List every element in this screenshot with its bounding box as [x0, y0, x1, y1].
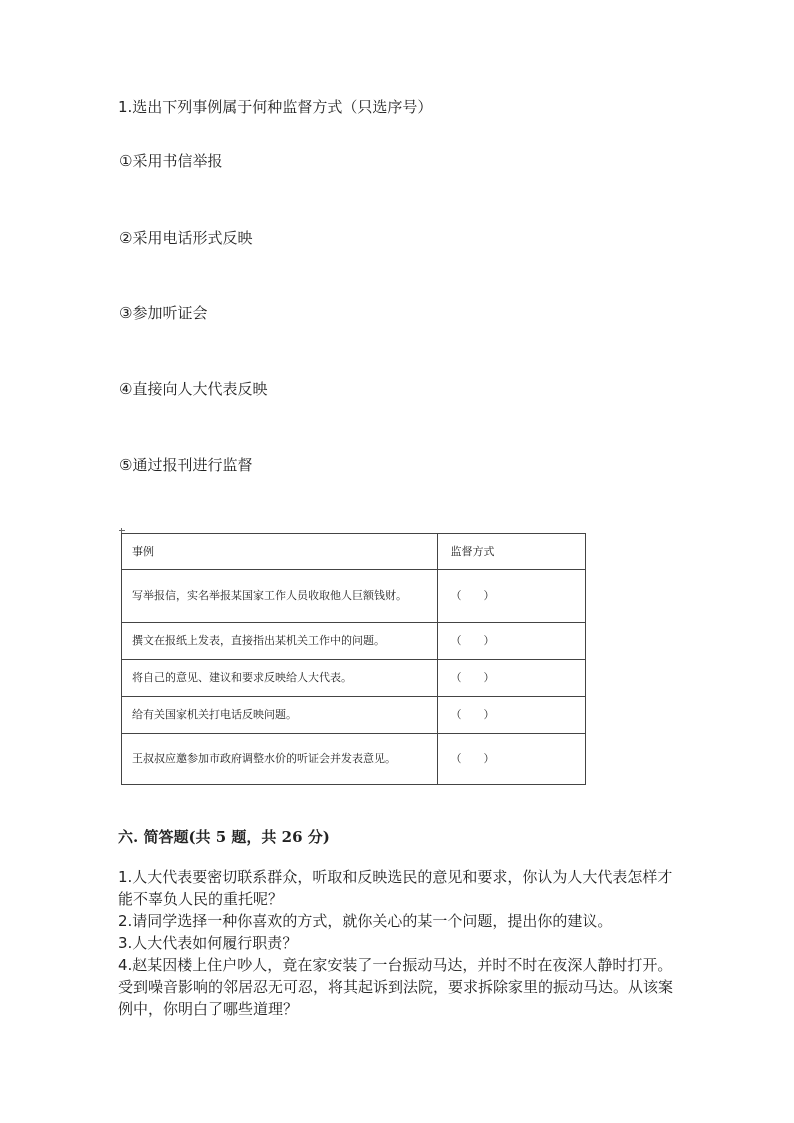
table-row — [122, 734, 586, 785]
question-title: 1.选出下列事例属于何种监督方式（只选序号） — [118, 98, 433, 116]
row-answer-blank[interactable]: （ ） — [438, 734, 586, 785]
header-example: 事例 — [122, 534, 438, 570]
option-3: ③参加听证会 — [119, 304, 208, 322]
row-answer-blank[interactable]: （ ） — [438, 660, 586, 697]
row-example: 将自己的意见、建议和要求反映给人大代表。 — [122, 660, 438, 697]
option-1: ①采用书信举报 — [119, 152, 223, 170]
short-answer-question: 2.请同学选择一种你喜欢的方式，就你关心的某一个问题，提出你的建议。 — [118, 912, 613, 930]
row-example: 给有关国家机关打电话反映问题。 — [122, 697, 438, 734]
row-answer-blank[interactable]: （ ） — [438, 697, 586, 734]
table-row — [122, 570, 586, 623]
table-header-row — [122, 534, 586, 570]
row-example: 撰文在报纸上发表，直接指出某机关工作中的问题。 — [122, 623, 438, 660]
table-row — [122, 660, 586, 697]
row-example: 写举报信，实名举报某国家工作人员收取他人巨额钱财。 — [122, 570, 438, 623]
option-2: ②采用电话形式反映 — [119, 229, 253, 247]
table-row — [122, 697, 586, 734]
short-answer-question: 3.人大代表如何履行职责？ — [118, 934, 298, 952]
supervision-table — [121, 533, 586, 785]
option-5: ⑤通过报刊进行监督 — [119, 456, 253, 474]
row-example: 王叔叔应邀参加市政府调整水价的听证会并发表意见。 — [122, 734, 438, 785]
short-answer-list — [118, 866, 678, 1020]
table-row — [122, 623, 586, 660]
section-heading: 六. 简答题(共 5 题，共 26 分) — [118, 828, 330, 846]
option-4: ④直接向人大代表反映 — [119, 380, 268, 398]
header-method: 监督方式 — [438, 534, 586, 570]
short-answer-question: 1.人大代表要密切联系群众，听取和反映选民的意见和要求，你认为人大代表怎样才能不辜负人民的重托呢？ — [118, 868, 673, 908]
short-answer-question: 4.赵某因楼上住户吵人，竟在家安装了一台振动马达，并时不时在夜深人静时打开。受到噪音影响的邻居忍无可忍，将其起诉到法院，要求拆除家里的振动马达。从该案例中，你明白了哪些道理？ — [118, 956, 674, 1018]
row-answer-blank[interactable]: （ ） — [438, 623, 586, 660]
row-answer-blank[interactable]: （ ） — [438, 570, 586, 623]
